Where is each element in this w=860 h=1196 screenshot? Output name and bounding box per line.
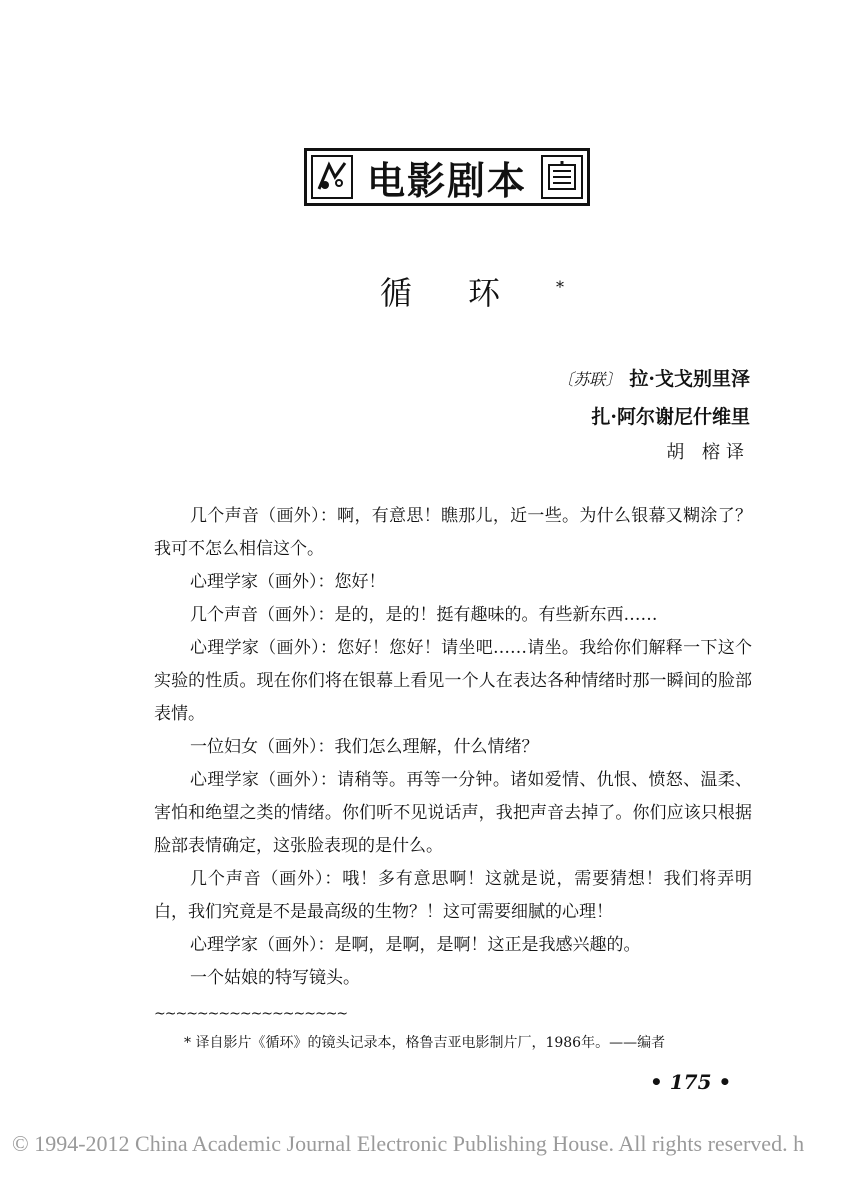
paragraph: 心理学家（画外）：是啊，是啊，是啊！这正是我感兴趣的。 (190, 935, 641, 955)
section-banner (304, 148, 590, 206)
footnote-marker: * (556, 277, 565, 297)
author-name-1: 拉·戈戈别里泽 (629, 368, 750, 390)
screenplay-body (154, 500, 752, 995)
paragraph: 几个声音（画外）：哦！多有意思啊！这就是说，需要猜想！我们将弄明白，我们究竟是不是最高级的生物？！这可需要细腻的心理！ (154, 869, 752, 922)
paragraph: 心理学家（画外）：您好！您好！请坐吧……请坐。我给你们解释一下这个实验的性质。现在你们将在银幕上看见一个人在表达各种情绪时那一瞬间的脸部表情。 (154, 638, 752, 724)
film-ornament-icon (311, 155, 353, 199)
banner-title: 电影剧本 (366, 158, 527, 203)
paragraph: 心理学家（画外）：请稍等。再等一分钟。诸如爱情、仇恨、愤怒、温柔、害怕和绝望之类的情绪。你们听不见说话声，我把声音去掉了。你们应该只根据脸部表情确定，这张脸表现的是什么。 (154, 770, 752, 856)
paragraph: 一个姑娘的特写镜头。 (190, 968, 360, 988)
book-ornament-icon (541, 155, 583, 199)
paragraph: 几个声音（画外）：是的，是的！挺有趣味的。有些新东西…… (190, 605, 658, 625)
translator-credit: 胡 榕译 (666, 442, 750, 463)
footnote-divider: ~~~~~~~~~~~~~~~~~~ (154, 1006, 348, 1022)
paragraph: 几个声音（画外）：啊，有意思！瞧那儿，近一些。为什么银幕又糊涂了？我可不怎么相信这个。 (154, 506, 752, 559)
copyright-notice: © 1994-2012 China Academic Journal Electronic Publishing House. All rights reserved. h (12, 1131, 805, 1156)
page-number: • 175 • (650, 1070, 732, 1094)
author-line-1 (557, 364, 750, 391)
author-name-2: 扎·阿尔谢尼什维里 (591, 406, 750, 428)
paragraph: 心理学家（画外）：您好！ (190, 572, 386, 592)
footnote: * 译自影片《循环》的镜头记录本，格鲁吉亚电影制片厂，1986年。——编者 (184, 1035, 666, 1051)
article-title (380, 268, 564, 314)
author-country: 〔苏联〕 (557, 370, 622, 389)
paragraph: 一位妇女（画外）：我们怎么理解，什么情绪？ (190, 737, 539, 757)
article-title-text: 循环 (380, 274, 557, 312)
